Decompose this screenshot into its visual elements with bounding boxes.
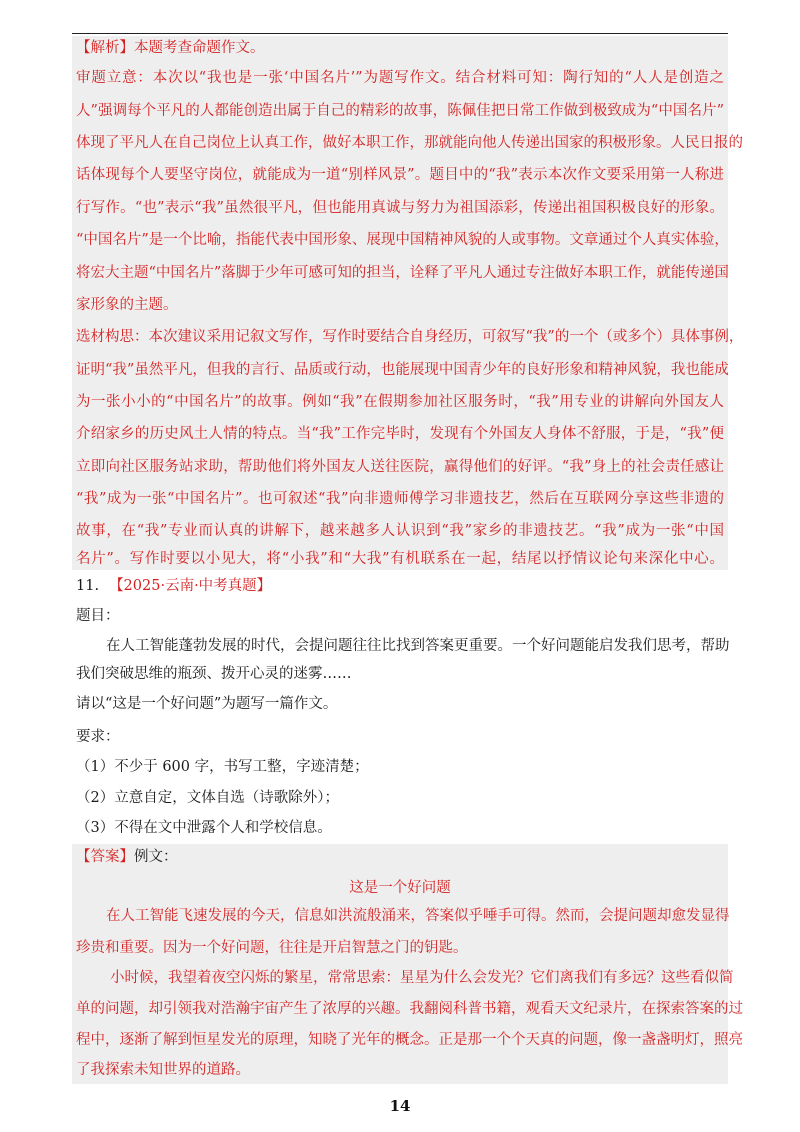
essay-line: 了我探索未知世界的道路。 xyxy=(76,1062,250,1078)
analysis-line: “中国名片”是一个比喻，指能代表中国形象、展现中国精神风貌的人或事物。文章通过个人真实体验， xyxy=(76,232,729,248)
answer-tag: 【答案】 xyxy=(76,849,134,865)
analysis-line: 体现了平凡人在自己岗位上认真工作，做好本职工作，那就能向他人传递出国家的积极形象。人民日报的 xyxy=(76,135,743,151)
analysis-line: 人”强调每个平凡的人都能创造出属于自己的精彩的故事，陈佩佳把日常工作做到极致成为“中国名片” xyxy=(76,103,724,119)
analysis-line: 选材构思：本次建议采用记叙文写作，写作时要结合自身经历，可叙写“我”的一个（或多个）具体事例， xyxy=(76,329,744,345)
analysis-line: 行写作。“也”表示“我”虽然很平凡，但也能用真诚与努力为祖国添彩，传递出祖国积极良好的形象。 xyxy=(76,200,724,216)
essay-line: 程中，逐渐了解到恒星发光的原理，知晓了光年的概念。正是那一个个天真的问题，像一盏盏明灯，照亮 xyxy=(76,1032,743,1048)
analysis-line: “我”成为一张“中国名片”。也可叙述“我”向非遗师傅学习非遗技艺，然后在互联网分享这些非遗的 xyxy=(76,491,724,507)
page-number: 14 xyxy=(389,1097,411,1115)
analysis-line: 介绍家乡的历史风土人情的特点。当“我”工作完毕时，发现有个外国友人身体不舒服，于是，“我”便 xyxy=(76,426,724,442)
answer-label: 例文： xyxy=(134,849,178,865)
analysis-line: 审题立意：本次以“我也是一张‘中国名片’”为题写作文。结合材料可知：陶行知的“人人是创造之 xyxy=(76,70,724,86)
question-prompt: 在人工智能蓬勃发展的时代，会提问题往往比找到答案更重要。一个好问题能启发我们思考，帮助 xyxy=(106,638,730,654)
essay-line: 在人工智能飞速发展的今天，信息如洪流般涌来，答案似乎唾手可得。然而，会提问题却愈发显得 xyxy=(106,908,730,924)
analysis-line: 故事，在“我”专业而认真的讲解下，越来越多人认识到“我”家乡的非遗技艺。“我”成为一张“中国 xyxy=(76,523,724,539)
analysis-line: 为一张小小的“中国名片”的故事。例如“我”在假期参加社区服务时，“我”用专业的讲解向外国友人 xyxy=(76,394,724,410)
analysis-heading-text: 本题考查命题作文。 xyxy=(134,40,265,56)
essay-title: 这是一个好问题 xyxy=(349,880,451,896)
analysis-line: 名片”。写作时要以小见大，将“小我”和“大我”有机联系在一起，结尾以抒情议论句来深化中心。 xyxy=(76,551,724,567)
essay-line: 单的问题，却引领我对浩瀚宇宙产生了浓厚的兴趣。我翻阅科普书籍，观看天文纪录片，在探索答案的过 xyxy=(76,1001,743,1017)
requirement-item: （2）立意自定，文体自选（诗歌除外）； xyxy=(76,790,339,806)
answer-heading xyxy=(76,847,178,867)
question-instruction: 请以“这是一个好问题”为题写一篇作文。 xyxy=(76,696,338,712)
question-number: 11. xyxy=(76,578,100,594)
top-rule xyxy=(72,33,728,34)
question-source: 【2025·云南·中考真题】 xyxy=(109,578,272,594)
analysis-line: 将宏大主题“中国名片”落脚于少年可感可知的担当，诠释了平凡人通过专注做好本职工作，就能传递国 xyxy=(76,265,729,281)
analysis-line: 家形象的主题。 xyxy=(76,297,178,313)
analysis-line: 证明“我”虽然平凡，但我的言行、品质或行动，也能展现中国青少年的良好形象和精神风貌，我也能成 xyxy=(76,362,729,378)
question-label: 题目： xyxy=(76,608,120,624)
question-header xyxy=(76,576,271,596)
question-prompt: 我们突破思维的瓶颈、拨开心灵的迷雾…… xyxy=(76,666,352,682)
analysis-line: 话体现每个人要坚守岗位，就能成为一道“别样风景”。题目中的“我”表示本次作文要采用第一人称进 xyxy=(76,167,724,183)
requirements-label: 要求： xyxy=(76,729,120,745)
analysis-line: 立即向社区服务站求助，帮助他们将外国友人送往医院，赢得他们的好评。“我”身上的社会责任感让 xyxy=(76,459,724,475)
essay-line: 小时候，我望着夜空闪烁的繁星，常常思索：星星为什么会发光？它们离我们有多远？这些看似简 xyxy=(110,970,734,986)
requirement-item: （1）不少于 600 字，书写工整，字迹清楚； xyxy=(76,759,369,775)
analysis-tag: 【解析】 xyxy=(76,40,134,56)
essay-line: 珍贵和重要。因为一个好问题，往往是开启智慧之门的钥匙。 xyxy=(76,940,468,956)
analysis-heading xyxy=(76,38,265,58)
requirement-item: （3）不得在文中泄露个人和学校信息。 xyxy=(76,820,332,836)
